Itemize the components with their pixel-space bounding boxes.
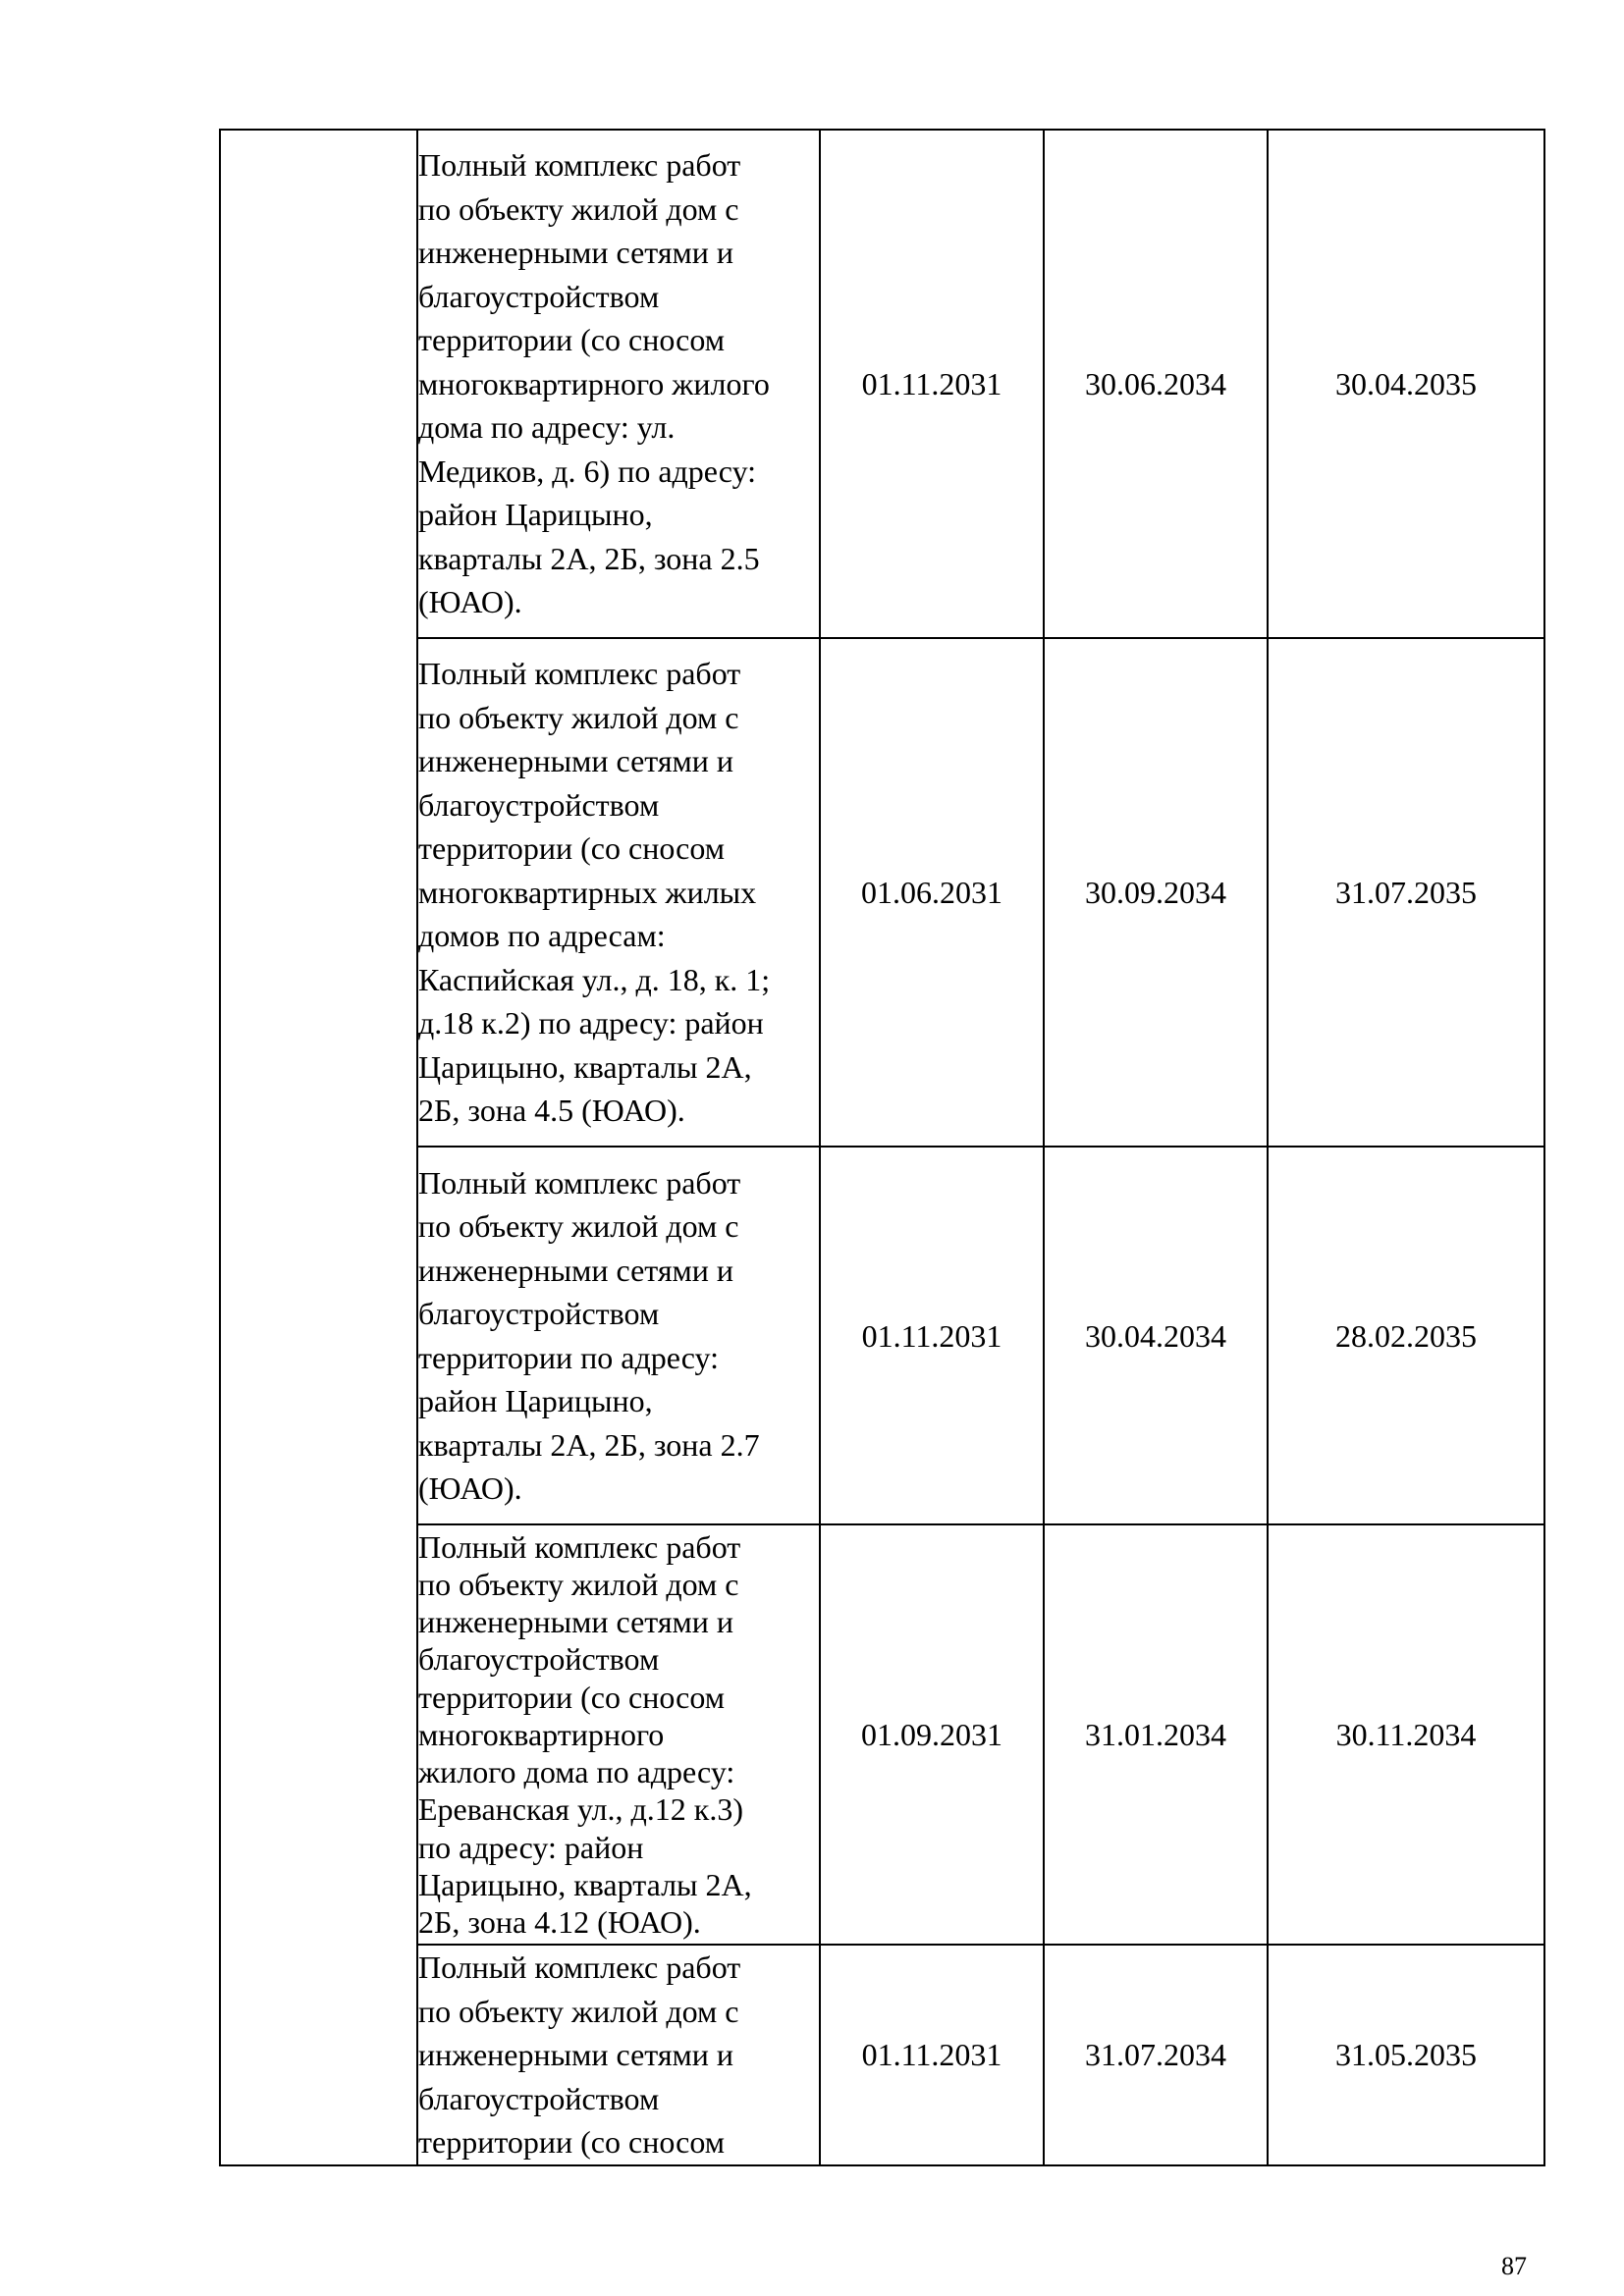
table-row: [220, 130, 1544, 638]
table-row: [220, 1147, 1544, 1524]
commission-date-cell: 30.04.2035: [1268, 130, 1544, 638]
work-description-cell: Полный комплекс работ по объекту жилой дом с инженерными сетями и благоустройством территории (со сносом многоквартирного жилого дома по адресу: Ереванская ул., д.12 к.3) по адресу: район Царицыно, кварталы 2А, 2Б, зона 4.12 (ЮАО).: [417, 1524, 820, 1945]
commission-date-cell: 31.07.2035: [1268, 638, 1544, 1147]
page-number: 87: [1501, 2252, 1527, 2280]
table-row: [220, 1945, 1544, 2165]
start-date-cell: 01.11.2031: [820, 130, 1044, 638]
work-description-cell: Полный комплекс работ по объекту жилой дом с инженерными сетями и благоустройством территории (со сносом многоквартирного жилого дома по адресу: ул. Медиков, д. 6) по адресу: район Царицыно, кварталы 2А, 2Б, зона 2.5 (ЮАО).: [417, 130, 820, 638]
work-description-cell: Полный комплекс работ по объекту жилой дом с инженерными сетями и благоустройством территории по адресу: район Царицыно, кварталы 2А, 2Б, зона 2.7 (ЮАО).: [417, 1147, 820, 1524]
start-date-cell: 01.09.2031: [820, 1524, 1044, 1945]
start-date-cell: 01.06.2031: [820, 638, 1044, 1147]
end-date-cell: 30.09.2034: [1044, 638, 1268, 1147]
end-date-cell: 30.06.2034: [1044, 130, 1268, 638]
work-description-cell: Полный комплекс работ по объекту жилой дом с инженерными сетями и благоустройством территории (со сносом многоквартирных жилых домов по адресам: Каспийская ул., д. 18, к. 1; д.18 к.2) по адресу: район Царицыно, кварталы 2А, 2Б, зона 4.5 (ЮАО).: [417, 638, 820, 1147]
blank-number-cell: [220, 130, 417, 2165]
start-date-cell: 01.11.2031: [820, 1147, 1044, 1524]
table-row: [220, 1524, 1544, 1945]
commission-date-cell: 31.05.2035: [1268, 1945, 1544, 2165]
table-row: [220, 638, 1544, 1147]
schedule-table: [219, 129, 1545, 2166]
end-date-cell: 31.07.2034: [1044, 1945, 1268, 2165]
start-date-cell: 01.11.2031: [820, 1945, 1044, 2165]
end-date-cell: 31.01.2034: [1044, 1524, 1268, 1945]
work-description-cell: Полный комплекс работ по объекту жилой дом с инженерными сетями и благоустройством территории (со сносом: [417, 1945, 820, 2165]
end-date-cell: 30.04.2034: [1044, 1147, 1268, 1524]
commission-date-cell: 28.02.2035: [1268, 1147, 1544, 1524]
commission-date-cell: 30.11.2034: [1268, 1524, 1544, 1945]
